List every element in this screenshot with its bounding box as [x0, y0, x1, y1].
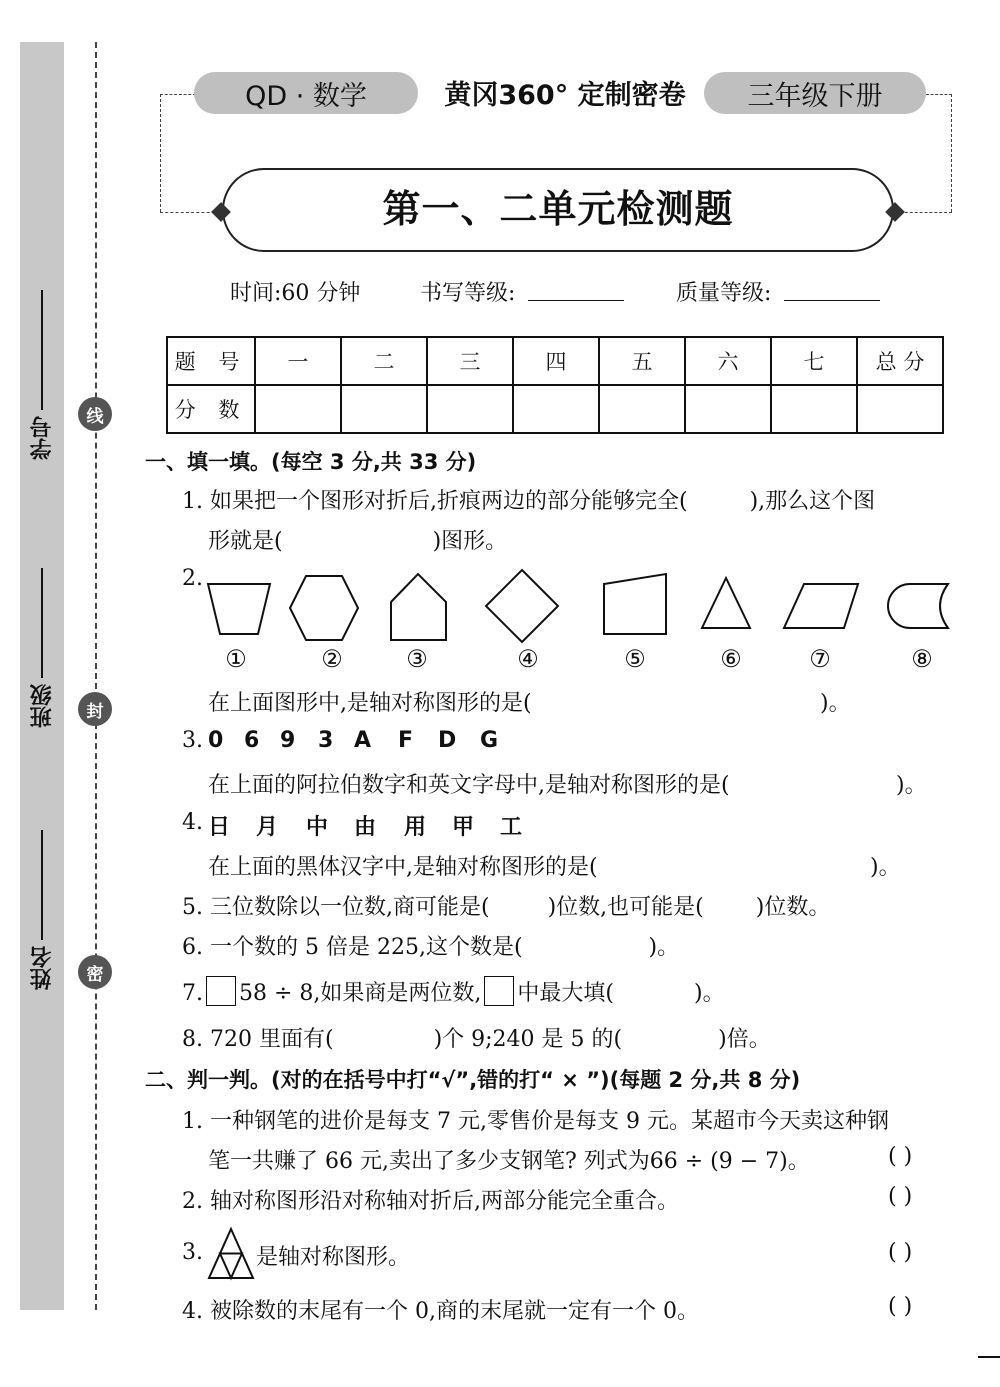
s2-q2: 2. 轴对称图形沿对称轴对折后,两部分能完全重合。: [182, 1189, 679, 1214]
token: 9: [280, 728, 296, 753]
score-cell[interactable]: [341, 385, 427, 433]
table-cell: 二: [341, 337, 427, 385]
student-id-blank[interactable]: [41, 290, 43, 410]
s1-q1-text-d: )图形。: [432, 529, 508, 554]
s1-q4-number: 4.: [182, 810, 203, 835]
page-title: 第一、二单元检测题: [382, 187, 734, 231]
shape-label-1: ①: [225, 645, 247, 673]
token: 用: [404, 815, 427, 840]
student-id-field[interactable]: [22, 290, 62, 460]
token: 工: [500, 815, 523, 840]
s1-q4-close: )。: [870, 855, 901, 880]
s1-q6-text-b: )。: [648, 935, 680, 960]
s2-q4-answer[interactable]: ( ): [888, 1294, 913, 1319]
pentagon-house-shape: [391, 574, 446, 640]
s1-q8-text-c: )倍。: [718, 1027, 771, 1052]
table-cell: 七: [771, 337, 857, 385]
token: 日: [208, 815, 231, 840]
s1-q8: [182, 1022, 771, 1053]
table-cell: 总 分: [857, 337, 943, 385]
digit-box-2[interactable]: [484, 976, 514, 1006]
series-title: 黄冈360° 定制密卷: [444, 80, 686, 111]
quadrilateral-shape: [604, 574, 666, 634]
s1-q7-number: 7.: [182, 981, 203, 1006]
token: 3: [318, 728, 334, 753]
class-label: 班级: [29, 684, 55, 728]
s1-q3-tokens: [208, 728, 508, 758]
s1-q5: [182, 890, 830, 921]
subject-pill: QD · 数学: [194, 72, 418, 114]
token: 由: [354, 815, 377, 840]
s2-q3-number: 3.: [182, 1240, 203, 1265]
score-cell[interactable]: [771, 385, 857, 433]
section1-heading: 一、填一填。(每空 3 分,共 33 分): [145, 450, 477, 474]
s2-q3-text: 是轴对称图形。: [256, 1245, 411, 1270]
token: 中: [306, 815, 329, 840]
table-cell: 六: [685, 337, 771, 385]
s1-q2-blank[interactable]: [574, 686, 814, 714]
s1-q2-number: 2.: [182, 566, 203, 591]
seal-secret: 密: [78, 955, 112, 989]
table-cell: 一: [255, 337, 341, 385]
s1-q7: [182, 976, 725, 1007]
class-field[interactable]: [22, 568, 62, 728]
s1-q1-line2: [208, 524, 507, 555]
shape-label-2: ②: [321, 645, 343, 673]
shape-label-6: ⑥: [720, 645, 742, 673]
table-cell: 四: [513, 337, 599, 385]
shape-label-3: ③: [406, 645, 428, 673]
token: 月: [256, 815, 279, 840]
name-blank[interactable]: [41, 830, 43, 940]
s1-q3-close: )。: [896, 773, 927, 798]
shape-label-4: ④: [517, 645, 539, 673]
shape-label-8: ⑧: [911, 645, 933, 673]
name-label: 姓名: [29, 946, 55, 990]
token: 甲: [452, 815, 475, 840]
seal-seal: 封: [78, 692, 112, 726]
digit-box-1[interactable]: [206, 976, 236, 1006]
hexagon-shape: [290, 576, 358, 640]
s2-q1-line2: 笔一共赚了 66 元,卖出了多少支钢笔? 列式为66 ÷ (9 − 7)。: [208, 1149, 810, 1174]
info-row: [230, 276, 910, 310]
s1-q5-text-a: 5. 三位数除以一位数,商可能是(: [182, 895, 490, 920]
table-cell: 三: [427, 337, 513, 385]
header-dash-left: [160, 94, 196, 95]
name-field[interactable]: [22, 830, 62, 990]
table-cell: 分 数: [167, 385, 255, 433]
s1-q3-text: 在上面的阿拉伯数字和英文字母中,是轴对称图形的是(: [208, 773, 730, 798]
header-dash-left-v: [160, 94, 161, 212]
s1-q6: [182, 930, 679, 961]
s2-q1-answer[interactable]: ( ): [888, 1144, 913, 1169]
header-dash-right: [926, 94, 952, 95]
s1-q8-text-a: 8. 720 里面有(: [182, 1027, 334, 1052]
score-cell[interactable]: [685, 385, 771, 433]
score-cell[interactable]: [255, 385, 341, 433]
binding-cut-line: [95, 42, 97, 1310]
section2-heading: 二、判一判。(对的在括号中打“√”,错的打“ × ”)(每题 2 分,共 8 分): [145, 1068, 801, 1092]
score-cell[interactable]: [427, 385, 513, 433]
page-edge-mark: [978, 1356, 1000, 1358]
header-dash-right-v: [951, 94, 952, 212]
s1-q2-close: )。: [820, 691, 851, 716]
s1-q8-text-b: )个 9;240 是 5 的(: [433, 1027, 623, 1052]
score-cell[interactable]: [599, 385, 685, 433]
s1-q3-blank[interactable]: [790, 768, 890, 796]
triangle-shape: [702, 578, 750, 628]
s1-q2-text: 在上面图形中,是轴对称图形的是(: [208, 691, 532, 716]
notched-shape: [888, 584, 948, 628]
s2-q2-answer[interactable]: ( ): [888, 1184, 913, 1209]
s2-q4: 4. 被除数的末尾有一个 0,商的末尾就一定有一个 0。: [182, 1299, 699, 1324]
s1-q1-line1: [182, 484, 875, 515]
trapezoid-shape: [208, 584, 270, 634]
shapes-row: [200, 566, 960, 646]
grade-pill: 三年级下册: [704, 72, 926, 114]
token: F: [398, 728, 414, 753]
time-limit: 时间:60 分钟: [230, 281, 361, 306]
s1-q1-text: 1. 如果把一个图形对折后,折痕两边的部分能够完全(: [182, 489, 688, 514]
s2-q1-line1: 1. 一种钢笔的进价是每支 7 元,零售价是每支 9 元。某超市今天卖这种钢: [182, 1109, 889, 1134]
s1-q4-tokens: [208, 810, 528, 840]
class-blank[interactable]: [41, 568, 43, 678]
s2-q3-answer[interactable]: ( ): [888, 1240, 913, 1265]
diamond-shape: [486, 570, 558, 642]
parallelogram-shape: [784, 584, 858, 628]
token: G: [480, 728, 499, 753]
score-cell[interactable]: [857, 385, 943, 433]
shape-label-7: ⑦: [809, 645, 831, 673]
s1-q7-text-b: 中最大填(: [517, 981, 614, 1006]
table-cell: 题 号: [167, 337, 255, 385]
s1-q7-text-c: )。: [694, 981, 725, 1006]
s1-q6-text-a: 6. 一个数的 5 倍是 225,这个数是(: [182, 935, 523, 960]
shape-label-5: ⑤: [624, 645, 646, 673]
header-dash-right-bottom: [900, 212, 952, 213]
table-cell: 五: [599, 337, 685, 385]
s1-q7-text-a: 58 ÷ 8,如果商是两位数,: [239, 981, 482, 1006]
student-id-label: 学号: [29, 416, 55, 460]
table-row: [167, 337, 943, 385]
s1-q4-blank[interactable]: [648, 850, 864, 878]
writing-grade-label: 书写等级:: [420, 281, 516, 306]
score-cell[interactable]: [513, 385, 599, 433]
s1-q4-text: 在上面的黑体汉字中,是轴对称图形的是(: [208, 855, 598, 880]
s1-q1-text-c: 形就是(: [208, 529, 283, 554]
token: D: [438, 728, 457, 753]
s1-q1-text-b: ),那么这个图: [749, 489, 876, 514]
s1-q5-text-c: )位数。: [755, 895, 831, 920]
triangle-figure-icon: [206, 1226, 256, 1282]
token: A: [354, 728, 372, 753]
s1-q3-number: 3.: [182, 728, 203, 753]
seal-line: 线: [78, 397, 112, 431]
table-row: [167, 385, 943, 433]
quality-grade-label: 质量等级:: [676, 281, 772, 306]
score-table: [166, 336, 944, 434]
writing-grade-blank[interactable]: [528, 276, 624, 301]
s1-q5-text-b: )位数,也可能是(: [547, 895, 704, 920]
quality-grade-blank[interactable]: [784, 276, 880, 301]
token: 0: [208, 728, 224, 753]
token: 6: [244, 728, 260, 753]
